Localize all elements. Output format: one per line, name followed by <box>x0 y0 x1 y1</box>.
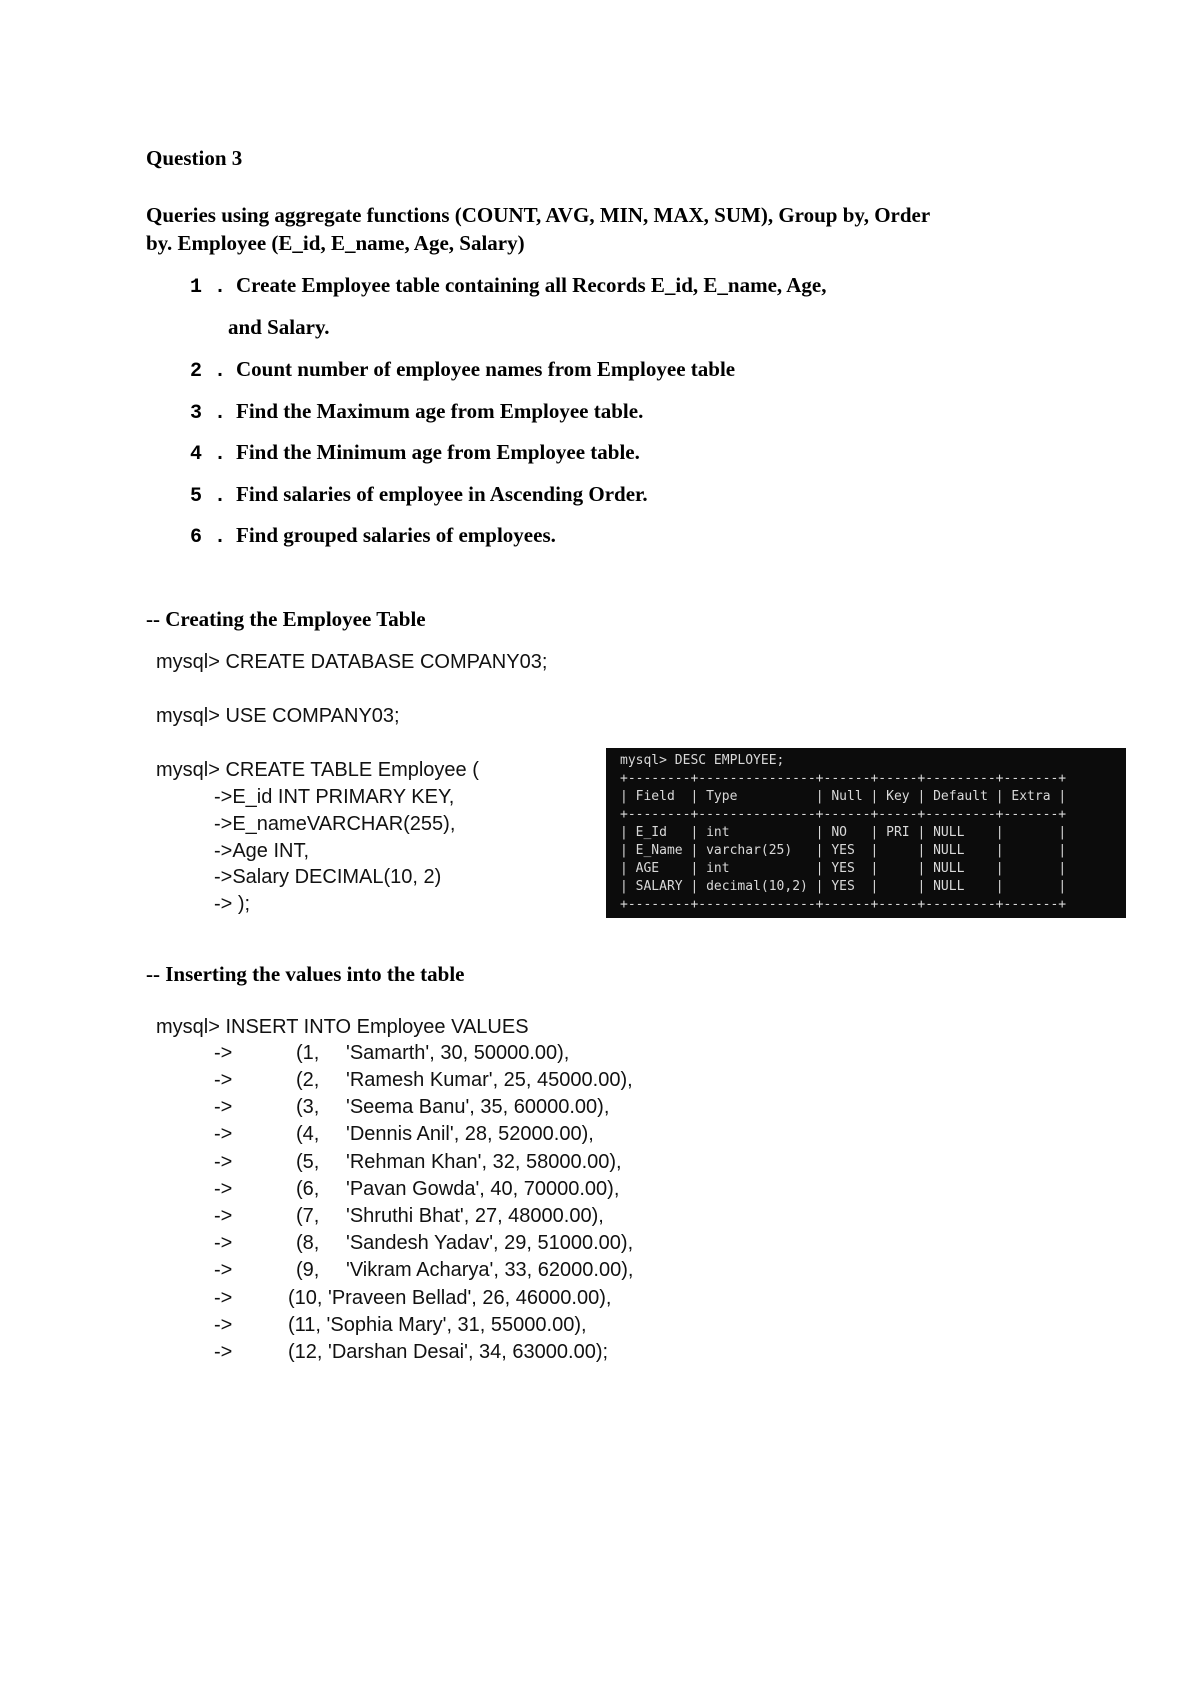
task-number: 1 . <box>190 276 227 299</box>
sql-create-line: ->E_nameVARCHAR(255), <box>214 813 456 835</box>
sql-use: mysql> USE COMPANY03; <box>156 705 400 727</box>
task-number: 5 . <box>190 485 227 508</box>
section-create-heading: -- Creating the Employee Table <box>146 607 426 631</box>
terminal-col-default: Default <box>933 789 988 804</box>
terminal-col-type: Type <box>706 789 738 804</box>
continuation-arrow: -> <box>214 1096 233 1118</box>
terminal-screenshot <box>606 748 1126 918</box>
task-item <box>190 482 648 508</box>
terminal-cell: E_Id <box>635 825 667 840</box>
task-item <box>190 399 643 425</box>
sql-create-line: ->E_id INT PRIMARY KEY, <box>214 786 455 808</box>
terminal-cell: YES <box>831 861 855 876</box>
terminal-border: +--------+---------------+------+-----+---------+-------+ <box>620 897 1067 912</box>
row-values: 'Seema Banu', 35, 60000.00), <box>346 1096 610 1118</box>
row-id: (8, <box>296 1232 320 1254</box>
insert-row <box>214 1123 594 1146</box>
row-values: 'Ramesh Kumar', 25, 45000.00), <box>346 1069 633 1091</box>
intro-line-2: by. Employee (E_id, E_name, Age, Salary) <box>146 231 525 255</box>
row-id: (4, <box>296 1123 320 1145</box>
terminal-cell: int <box>706 861 730 876</box>
row-values: 'Vikram Acharya', 33, 62000.00), <box>346 1259 634 1281</box>
task-item <box>190 273 827 299</box>
sql-create-database: mysql> CREATE DATABASE COMPANY03; <box>156 651 548 673</box>
terminal-cell: YES <box>831 843 855 858</box>
task-item <box>190 357 735 383</box>
terminal-cell: NO <box>831 825 847 840</box>
row-values: 'Samarth', 30, 50000.00), <box>346 1042 570 1064</box>
continuation-arrow: -> <box>214 1151 233 1173</box>
question-heading: Question 3 <box>146 146 243 170</box>
insert-row <box>214 1259 634 1282</box>
terminal-col-null: Null <box>831 789 863 804</box>
sql-insert: mysql> INSERT INTO Employee VALUES <box>156 1016 529 1038</box>
row-values: (10, 'Praveen Bellad', 26, 46000.00), <box>288 1287 612 1309</box>
task-text: and Salary. <box>228 315 330 339</box>
continuation-arrow: -> <box>214 1287 233 1309</box>
terminal-border: +--------+---------------+------+-----+---------+-------+ <box>620 771 1067 786</box>
insert-row <box>214 1341 609 1364</box>
insert-row <box>214 1232 634 1255</box>
continuation-arrow: -> <box>214 1069 233 1091</box>
intro-line-1: Queries using aggregate functions (COUNT, AVG, MIN, MAX, SUM), Group by, Order <box>146 203 931 227</box>
terminal-cell: varchar(25) <box>706 843 793 858</box>
continuation-arrow: -> <box>214 1314 233 1336</box>
sql-create-table: mysql> CREATE TABLE Employee ( <box>156 759 479 781</box>
row-id: (2, <box>296 1069 320 1091</box>
continuation-arrow: -> <box>214 1232 233 1254</box>
terminal-border: +--------+---------------+------+-----+---------+-------+ <box>620 807 1067 822</box>
insert-row <box>214 1287 612 1310</box>
row-id: (9, <box>296 1259 320 1281</box>
terminal-col-field: Field <box>635 789 675 804</box>
terminal-row: | AGE | int | YES | | NULL | | <box>620 861 1067 876</box>
task-number: 4 . <box>190 443 227 466</box>
task-text: Find the Maximum age from Employee table. <box>236 399 644 423</box>
task-item <box>190 440 640 466</box>
row-values: (12, 'Darshan Desai', 34, 63000.00); <box>288 1341 609 1363</box>
row-id: (6, <box>296 1178 320 1200</box>
insert-row <box>214 1042 570 1065</box>
row-values: 'Rehman Khan', 32, 58000.00), <box>346 1151 622 1173</box>
task-number: 3 . <box>190 402 227 425</box>
continuation-arrow: -> <box>214 1178 233 1200</box>
terminal-cell: NULL <box>933 843 965 858</box>
insert-row <box>214 1205 604 1228</box>
row-values: 'Sandesh Yadav', 29, 51000.00), <box>346 1232 634 1254</box>
task-text: Find grouped salaries of employees. <box>236 523 556 547</box>
terminal-cell: E_Name <box>635 843 683 858</box>
task-number: 2 . <box>190 360 227 383</box>
task-text: Find the Minimum age from Employee table. <box>236 440 640 464</box>
sql-create-line: ->Salary DECIMAL(10, 2) <box>214 866 442 888</box>
row-values: 'Dennis Anil', 28, 52000.00), <box>346 1123 594 1145</box>
terminal-col-extra: Extra <box>1011 789 1051 804</box>
row-values: 'Pavan Gowda', 40, 70000.00), <box>346 1178 620 1200</box>
insert-row <box>214 1151 622 1174</box>
task-item <box>190 523 556 549</box>
row-id: (5, <box>296 1151 320 1173</box>
terminal-cell: YES <box>831 879 855 894</box>
continuation-arrow: -> <box>214 1341 233 1363</box>
row-values: (11, 'Sophia Mary', 31, 55000.00), <box>288 1314 587 1336</box>
continuation-arrow: -> <box>214 1042 233 1064</box>
continuation-arrow: -> <box>214 1123 233 1145</box>
insert-row <box>214 1178 620 1201</box>
terminal-row: | E_Name | varchar(25) | YES | | NULL | | <box>620 843 1067 858</box>
continuation-arrow: -> <box>214 1259 233 1281</box>
terminal-cell: AGE <box>635 861 660 876</box>
terminal-command: mysql> DESC EMPLOYEE; <box>620 753 785 768</box>
terminal-cell: decimal(10,2) <box>706 879 808 894</box>
task-item-continued <box>228 315 330 340</box>
sql-create-line: -> ); <box>214 893 251 915</box>
terminal-cell: NULL <box>933 825 965 840</box>
row-values: 'Shruthi Bhat', 27, 48000.00), <box>346 1205 604 1227</box>
task-text: Count number of employee names from Employee table <box>236 357 736 381</box>
terminal-cell: int <box>706 825 730 840</box>
task-number: 6 . <box>190 526 227 549</box>
task-text: Create Employee table containing all Records E_id, E_name, Age, <box>236 273 827 297</box>
terminal-row: | E_Id | int | NO | PRI | NULL | | <box>620 825 1067 840</box>
terminal-row: | SALARY | decimal(10,2) | YES | | NULL | | <box>620 879 1067 894</box>
terminal-cell: NULL <box>933 879 965 894</box>
sql-create-line: ->Age INT, <box>214 840 310 862</box>
terminal-cell: NULL <box>933 861 965 876</box>
row-id: (1, <box>296 1042 320 1064</box>
terminal-header-row: | Field | Type | Null | Key | Default | Extra | <box>620 789 1067 804</box>
row-id: (3, <box>296 1096 320 1118</box>
task-text: Find salaries of employee in Ascending Order. <box>236 482 648 506</box>
continuation-arrow: -> <box>214 1205 233 1227</box>
insert-row <box>214 1069 633 1092</box>
insert-row <box>214 1096 610 1119</box>
insert-row <box>214 1314 587 1337</box>
row-id: (7, <box>296 1205 320 1227</box>
terminal-cell: SALARY <box>635 879 683 894</box>
terminal-col-key: Key <box>886 789 910 804</box>
section-insert-heading: -- Inserting the values into the table <box>146 962 465 986</box>
terminal-cell: PRI <box>886 825 910 840</box>
